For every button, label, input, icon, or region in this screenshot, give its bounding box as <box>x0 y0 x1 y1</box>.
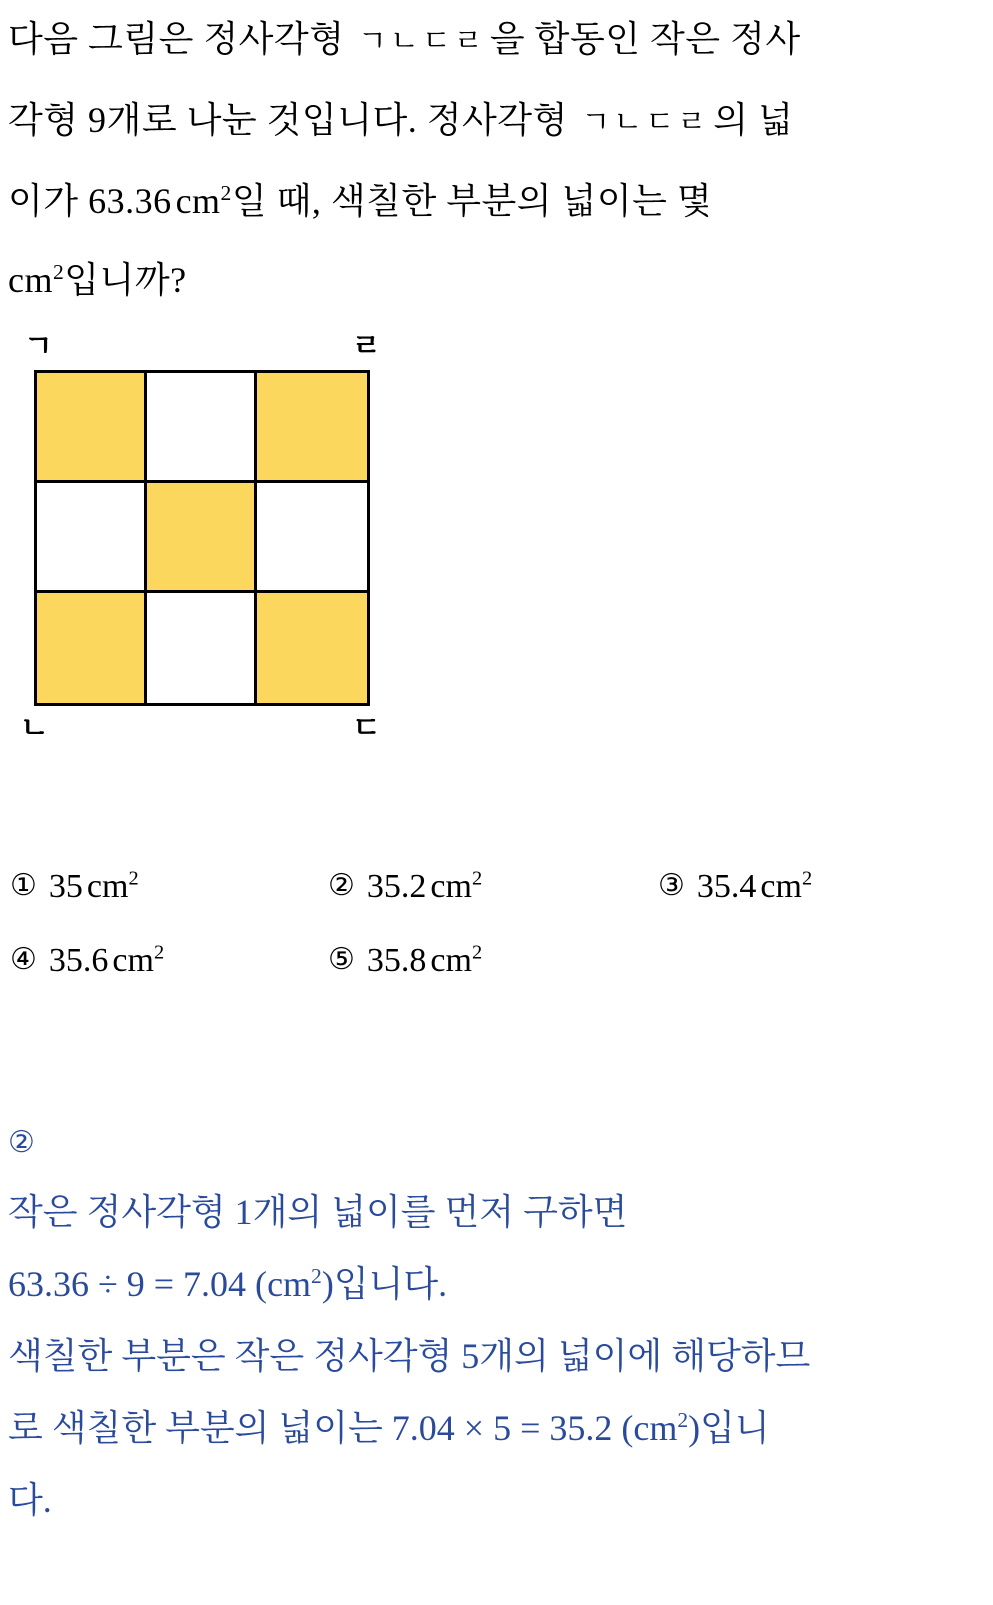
choice-value-4: 35.6 <box>48 942 109 979</box>
stem-line-4-unit: cm <box>8 260 53 300</box>
solution-line-4 <box>8 1392 983 1464</box>
choice-exponent-2: 2 <box>471 867 483 890</box>
grid-cell <box>257 483 367 593</box>
answer-choices <box>10 868 970 1016</box>
choice-marker-5: ⑤ <box>328 942 355 977</box>
stem-line-3-text-a: 이가 <box>8 181 89 221</box>
vertex-label-bottom-right: ㄷ <box>352 711 381 746</box>
solution-line-2-exponent: 2 <box>311 1264 322 1288</box>
choice-marker-3: ③ <box>658 868 685 903</box>
choice-unit-4: cm <box>112 942 154 979</box>
choice-option-4[interactable] <box>10 942 328 980</box>
solution-answer-marker: ② <box>8 1125 35 1160</box>
square-grid-figure <box>0 330 420 770</box>
stem-line-2-jamo: ㄱㄴㄷㄹ <box>581 105 710 140</box>
vertex-label-top-right: ㄹ <box>352 329 381 364</box>
stem-line-4-text-b: 입니까? <box>64 260 187 300</box>
grid-cell <box>37 483 147 593</box>
choice-unit-5: cm <box>430 942 472 979</box>
stem-area-value: 63.36 <box>88 181 172 221</box>
solution-line-4-text: 로 색칠한 부분의 넓이는 <box>8 1408 392 1448</box>
solution-line-4-tail: )입니 <box>688 1408 770 1448</box>
choice-unit-1: cm <box>86 868 129 905</box>
stem-line-1-text-b: 을 합동인 작은 정사 <box>489 19 801 59</box>
choice-value-1: 35 <box>48 868 83 905</box>
grid-cell <box>257 593 367 703</box>
solution-line-5: 다. <box>8 1480 52 1520</box>
stem-line-2 <box>8 81 983 162</box>
solution-line-2-math: 63.36 ÷ 9 = 7.04 ( <box>8 1264 268 1304</box>
grid-cell <box>37 593 147 703</box>
choice-marker-1: ① <box>10 868 37 903</box>
choice-exponent-3: 2 <box>801 867 813 890</box>
stem-line-3 <box>8 162 983 241</box>
stem-line-2-text-a: 각형 9개로 나눈 것입니다. 정사각형 <box>8 100 578 140</box>
stem-line-3-text-b: 일 때, 색칠한 부분의 넓이는 몇 <box>231 181 713 221</box>
stem-area-exponent: 2 <box>220 181 232 205</box>
choices-row-1 <box>10 868 970 942</box>
choice-option-2[interactable] <box>328 868 658 906</box>
stem-line-4 <box>8 241 983 320</box>
vertex-label-top-left: ㄱ <box>24 329 53 364</box>
choices-row-2 <box>10 942 970 1016</box>
choice-option-3[interactable] <box>658 868 958 906</box>
stem-line-1 <box>8 0 983 81</box>
grid-cell <box>147 373 257 483</box>
stem-line-4-exponent: 2 <box>52 260 65 284</box>
choice-value-5: 35.8 <box>366 942 427 979</box>
vertex-label-bottom-left: ㄴ <box>20 711 49 746</box>
choice-unit-2: cm <box>430 868 472 905</box>
choice-exponent-5: 2 <box>471 941 483 964</box>
choice-value-3: 35.4 <box>696 868 757 905</box>
stem-line-1-text-a: 다음 그림은 정사각형 <box>8 19 354 59</box>
choice-option-5[interactable] <box>328 942 658 980</box>
solution-line-1: 작은 정사각형 1개의 넓이를 먼저 구하면 <box>8 1192 628 1232</box>
grid-cell <box>37 373 147 483</box>
choice-unit-3: cm <box>760 868 802 905</box>
solution-line-4-math: 7.04 × 5 = 35.2 ( <box>391 1408 634 1448</box>
solution-block <box>8 1110 983 1536</box>
question-stem <box>8 0 983 320</box>
solution-line-4-exponent: 2 <box>677 1408 689 1432</box>
grid-cell <box>147 593 257 703</box>
choice-option-1[interactable] <box>10 868 328 906</box>
choice-value-2: 35.2 <box>366 868 427 905</box>
choice-exponent-1: 2 <box>128 867 139 890</box>
choice-marker-2: ② <box>328 868 355 903</box>
solution-line-2-tail: )입니다. <box>321 1264 448 1304</box>
solution-line-2 <box>8 1248 983 1320</box>
choice-marker-4: ④ <box>10 942 37 977</box>
stem-area-unit: cm <box>175 181 221 221</box>
grid-container <box>34 370 370 706</box>
grid-cell <box>147 483 257 593</box>
solution-line-4-unit: cm <box>633 1408 678 1448</box>
solution-line-2-unit: cm <box>267 1264 312 1304</box>
stem-line-1-jamo: ㄱㄴㄷㄹ <box>357 24 486 59</box>
stem-line-2-text-b: 의 넓 <box>713 100 794 140</box>
choice-exponent-4: 2 <box>153 941 165 964</box>
grid-cell <box>257 373 367 483</box>
solution-line-3: 색칠한 부분은 작은 정사각형 5개의 넓이에 해당하므 <box>8 1336 811 1376</box>
